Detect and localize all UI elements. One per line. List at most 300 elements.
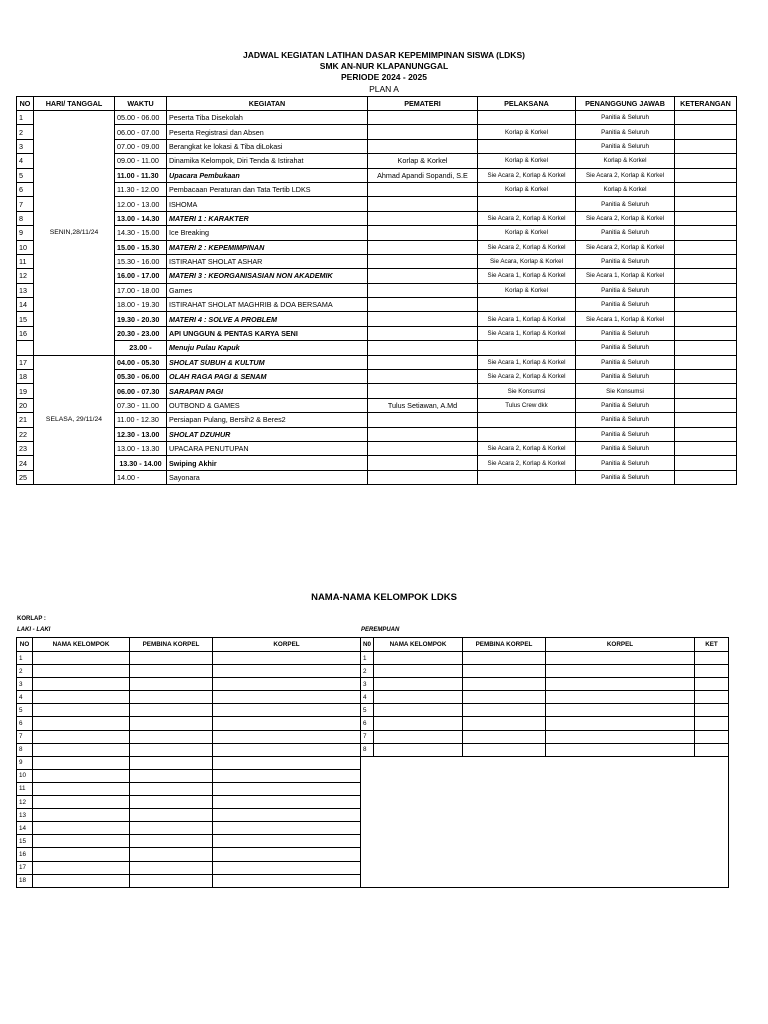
row-number: 17 [17,861,33,874]
executor-cell [478,341,576,355]
row-number: 8 [17,743,33,756]
schedule-row [17,298,737,312]
group-cell[interactable] [374,665,463,678]
col-header: NAMA KELOMPOK [374,638,463,652]
female-empty-area [361,756,729,887]
executor-cell: Sie Acara 2, Korlap & Korkel [478,211,576,225]
schedule-row [17,269,737,283]
responsible-cell: Sie Acara 1, Korlap & Korkel [576,312,675,326]
group-cell[interactable] [546,678,695,691]
group-cell[interactable] [463,704,546,717]
group-cell[interactable] [130,704,213,717]
activity-cell: MATERI 1 : KARAKTER [167,211,368,225]
time-cell: 14.30 - 15.00 [115,226,167,240]
remarks-cell [675,226,737,240]
male-group-row [17,665,361,678]
activity-cell: Persiapan Pulang, Bersih2 & Beres2 [167,413,368,427]
row-number: 17 [17,355,34,369]
group-cell[interactable] [463,665,546,678]
row-number: 10 [17,240,34,254]
speaker-cell [368,197,478,211]
remarks-cell [675,125,737,139]
activity-cell: MATERI 3 : KEORGANISASIAN NON AKADEMIK [167,269,368,283]
schedule-row [17,413,737,427]
group-cell[interactable] [33,730,130,743]
group-cell[interactable] [33,769,130,782]
male-group-row [17,691,361,704]
row-number: 5 [17,704,33,717]
time-cell: 04.00 - 05.30 [115,355,167,369]
schedule-row [17,283,737,297]
speaker-cell [368,370,478,384]
responsible-cell: Panitia & Seluruh [576,427,675,441]
executor-cell: Sie Acara 2, Korlap & Korkel [478,168,576,182]
group-cell[interactable] [33,743,130,756]
row-number: 14 [17,298,34,312]
executor-cell [478,470,576,484]
row-number: 12 [17,796,33,809]
group-cell[interactable] [374,743,463,756]
time-cell: 13.00 - 13.30 [115,441,167,455]
remarks-cell [675,326,737,340]
executor-cell: Sie Acara 1, Korlap & Korkel [478,326,576,340]
group-cell[interactable] [374,704,463,717]
group-cell[interactable] [695,717,729,730]
group-cell[interactable] [33,704,130,717]
col-header: KET [695,638,729,652]
activity-cell: Games [167,283,368,297]
remarks-cell [675,254,737,268]
time-cell: 15.30 - 16.00 [115,254,167,268]
group-cell[interactable] [33,691,130,704]
group-cell[interactable] [213,848,361,861]
speaker-cell: Ahmad Apandi Sopandi, S.E [368,168,478,182]
group-cell[interactable] [374,717,463,730]
row-number: 6 [17,717,33,730]
responsible-cell: Panitia & Seluruh [576,326,675,340]
activity-cell: SHOLAT DZUHUR [167,427,368,441]
group-cell[interactable] [695,652,729,665]
group-cell[interactable] [213,809,361,822]
group-cell[interactable] [546,691,695,704]
group-cell[interactable] [33,861,130,874]
group-cell[interactable] [374,678,463,691]
male-group-row [17,704,361,717]
group-cell[interactable] [213,822,361,835]
executor-cell: Sie Acara 1, Korlap & Korkel [478,355,576,369]
group-cell[interactable] [695,730,729,743]
row-number: 8 [17,211,34,225]
row-number: 15 [17,312,34,326]
group-cell[interactable] [546,743,695,756]
time-cell: 12.30 - 13.00 [115,427,167,441]
male-group-row [17,861,361,874]
speaker-cell [368,355,478,369]
remarks-cell [675,269,737,283]
speaker-cell [368,254,478,268]
executor-cell [478,139,576,153]
time-cell: 11.00 - 11.30 [115,168,167,182]
remarks-cell [675,182,737,196]
row-number: 3 [361,678,374,691]
group-cell[interactable] [130,822,213,835]
row-number: 9 [17,756,33,769]
responsible-cell: Panitia & Seluruh [576,413,675,427]
executor-cell [478,427,576,441]
remarks-cell [675,111,737,125]
group-cell[interactable] [695,704,729,717]
female-groups-table [360,637,729,888]
male-group-row [17,848,361,861]
activity-cell: Menuju Pulau Kapuk [167,341,368,355]
group-cell[interactable] [695,665,729,678]
group-cell[interactable] [546,652,695,665]
time-cell: 07.00 - 09.00 [115,139,167,153]
time-cell: 13.30 - 14.00 [115,456,167,470]
executor-cell: Sie Acara 1, Korlap & Korkel [478,269,576,283]
executor-cell: Korlap & Korkel [478,125,576,139]
korlap-label: KORLAP : [17,616,46,622]
group-cell[interactable] [213,782,361,795]
row-number: 16 [17,848,33,861]
responsible-cell: Panitia & Seluruh [576,226,675,240]
activity-cell: Dinamika Kelompok, Diri Tenda & Istirahat [167,154,368,168]
remarks-cell [675,139,737,153]
group-cell[interactable] [130,782,213,795]
male-group-row [17,730,361,743]
group-cell[interactable] [463,678,546,691]
col-header: PEMATERI [368,97,478,111]
schedule-header-row [17,97,737,111]
row-number: 13 [17,809,33,822]
speaker-cell [368,341,478,355]
col-header: PEMBINA KORPEL [463,638,546,652]
row-number: 16 [17,326,34,340]
responsible-cell: Sie Konsumsi [576,384,675,398]
group-cell[interactable] [374,730,463,743]
speaker-cell [368,456,478,470]
time-cell: 18.00 - 19.30 [115,298,167,312]
remarks-cell [675,168,737,182]
group-cell[interactable] [213,717,361,730]
speaker-cell: Korlap & Korkel [368,154,478,168]
row-number: 24 [17,456,34,470]
executor-cell: Sie Acara 2, Korlap & Korkel [478,441,576,455]
female-group-row [361,691,729,704]
time-cell: 13.00 - 14.30 [115,211,167,225]
group-cell[interactable] [546,704,695,717]
col-header: PEMBINA KORPEL [130,638,213,652]
row-number: 13 [17,283,34,297]
activity-cell: ISTIRAHAT SHOLAT MAGHRIB & DOA BERSAMA [167,298,368,312]
schedule-row [17,398,737,412]
male-group-row [17,743,361,756]
group-cell[interactable] [213,678,361,691]
responsible-cell: Panitia & Seluruh [576,283,675,297]
row-number: 6 [361,717,374,730]
speaker-cell [368,326,478,340]
group-cell[interactable] [33,809,130,822]
row-number: 4 [17,154,34,168]
group-cell[interactable] [130,730,213,743]
schedule-row [17,211,737,225]
group-cell[interactable] [33,652,130,665]
group-cell[interactable] [213,743,361,756]
row-number [17,341,34,355]
responsible-cell: Panitia & Seluruh [576,125,675,139]
plan-label: PLAN A [369,84,399,94]
speaker-cell [368,240,478,254]
group-cell[interactable] [463,743,546,756]
group-cell[interactable] [130,652,213,665]
schedule-row [17,355,737,369]
responsible-cell: Sie Acara 1, Korlap & Korkel [576,269,675,283]
activity-cell: MATERI 4 : SOLVE A PROBLEM [167,312,368,326]
responsible-cell: Panitia & Seluruh [576,341,675,355]
executor-cell: Sie Konsumsi [478,384,576,398]
col-header: NO [17,638,33,652]
row-number: 5 [361,704,374,717]
executor-cell: Korlap & Korkel [478,182,576,196]
schedule-row [17,240,737,254]
speaker-cell [368,211,478,225]
schedule-table [16,96,737,485]
group-cell[interactable] [130,691,213,704]
doc-title-line2: SMK AN-NUR KLAPANUNGGAL [319,61,449,71]
group-cell[interactable] [33,756,130,769]
group-cell[interactable] [695,678,729,691]
group-cell[interactable] [213,756,361,769]
group-cell[interactable] [695,691,729,704]
male-group-row [17,717,361,730]
remarks-cell [675,470,737,484]
col-header: KETERANGAN [675,97,737,111]
time-cell: 06.00 - 07.30 [115,384,167,398]
schedule-row [17,384,737,398]
group-cell[interactable] [213,874,361,887]
executor-cell: Korlap & Korkel [478,154,576,168]
remarks-cell [675,197,737,211]
female-label: PEREMPUAN [361,627,400,633]
group-cell[interactable] [213,730,361,743]
schedule-row [17,456,737,470]
group-cell[interactable] [130,861,213,874]
col-header: KORPEL [213,638,361,652]
responsible-cell: Panitia & Seluruh [576,298,675,312]
schedule-row [17,182,737,196]
activity-cell: OUTBOND & GAMES [167,398,368,412]
group-cell[interactable] [374,652,463,665]
schedule-row [17,111,737,125]
activity-cell: Peserta Registrasi dan Absen [167,125,368,139]
speaker-cell [368,269,478,283]
female-header-row [361,638,729,652]
remarks-cell [675,398,737,412]
male-group-row [17,835,361,848]
col-header: NO [17,97,34,111]
time-cell: 17.00 - 18.00 [115,283,167,297]
row-number: 6 [17,182,34,196]
group-cell[interactable] [213,652,361,665]
group-cell[interactable] [33,835,130,848]
remarks-cell [675,312,737,326]
activity-cell: Swiping Akhir [167,456,368,470]
activity-cell: UPACARA PENUTUPAN [167,441,368,455]
speaker-cell [368,413,478,427]
group-cell[interactable] [33,796,130,809]
row-number: 15 [17,835,33,848]
row-number: 5 [17,168,34,182]
row-number: 19 [17,384,34,398]
col-header: PENANGGUNG JAWAB [576,97,675,111]
responsible-cell: Panitia & Seluruh [576,355,675,369]
group-cell[interactable] [546,730,695,743]
executor-cell [478,111,576,125]
male-header-row [17,638,361,652]
group-cell[interactable] [463,652,546,665]
group-cell[interactable] [33,665,130,678]
responsible-cell: Korlap & Korkel [576,182,675,196]
time-cell: 11.00 - 12.30 [115,413,167,427]
responsible-cell: Panitia & Seluruh [576,398,675,412]
col-header: PELAKSANA [478,97,576,111]
activity-cell: SARAPAN PAGI [167,384,368,398]
col-header: WAKTU [115,97,167,111]
remarks-cell [675,370,737,384]
time-cell: 15.00 - 15.30 [115,240,167,254]
schedule-row [17,197,737,211]
time-cell: 11.30 - 12.00 [115,182,167,196]
speaker-cell [368,139,478,153]
group-cell[interactable] [33,874,130,887]
group-cell[interactable] [130,796,213,809]
row-number: 10 [17,769,33,782]
group-cell[interactable] [546,717,695,730]
doc-title-line3: PERIODE 2024 - 2025 [341,72,427,82]
day-date-cell: SENIN,28/11/24 [34,111,115,356]
row-number: 3 [17,139,34,153]
remarks-cell [675,384,737,398]
group-cell[interactable] [695,743,729,756]
group-cell[interactable] [130,848,213,861]
row-number: 1 [17,652,33,665]
schedule-row [17,326,737,340]
row-number: 9 [17,226,34,240]
executor-cell: Sie Acara 2, Korlap & Korkel [478,456,576,470]
col-header: KEGIATAN [167,97,368,111]
time-cell: 23.00 - [115,341,167,355]
time-cell: 09.00 - 11.00 [115,154,167,168]
group-cell[interactable] [130,874,213,887]
remarks-cell [675,427,737,441]
group-cell[interactable] [33,678,130,691]
row-number: 2 [17,125,34,139]
remarks-cell [675,211,737,225]
male-group-row [17,769,361,782]
group-cell[interactable] [213,769,361,782]
group-cell[interactable] [213,704,361,717]
schedule-row [17,125,737,139]
group-cell[interactable] [130,835,213,848]
executor-cell: Korlap & Korkel [478,226,576,240]
female-group-row [361,678,729,691]
executor-cell: Tulus Crew dkk [478,398,576,412]
responsible-cell: Panitia & Seluruh [576,197,675,211]
group-cell[interactable] [213,861,361,874]
schedule-row [17,139,737,153]
group-cell[interactable] [33,782,130,795]
schedule-row [17,312,737,326]
day-date-cell: SELASA, 29/11/24 [34,355,115,485]
row-number: 20 [17,398,34,412]
male-group-row [17,822,361,835]
speaker-cell [368,125,478,139]
group-cell[interactable] [130,665,213,678]
responsible-cell: Sie Acara 2, Korlap & Korkel [576,168,675,182]
remarks-cell [675,283,737,297]
responsible-cell: Sie Acara 2, Korlap & Korkel [576,211,675,225]
row-number: 2 [361,665,374,678]
responsible-cell: Panitia & Seluruh [576,470,675,484]
group-cell[interactable] [33,848,130,861]
executor-cell: Sie Acara 1, Korlap & Korkel [478,312,576,326]
female-group-row [361,743,729,756]
row-number: 7 [361,730,374,743]
group-cell[interactable] [213,665,361,678]
speaker-cell [368,470,478,484]
group-cell[interactable] [213,835,361,848]
schedule-row [17,470,737,484]
responsible-cell: Panitia & Seluruh [576,456,675,470]
activity-cell: Pembacaan Peraturan dan Tata Tertib LDKS [167,182,368,196]
time-cell: 19.30 - 20.30 [115,312,167,326]
remarks-cell [675,154,737,168]
group-cell[interactable] [213,691,361,704]
speaker-cell [368,111,478,125]
col-header: N0 [361,638,374,652]
group-cell[interactable] [130,678,213,691]
responsible-cell: Panitia & Seluruh [576,370,675,384]
group-cell[interactable] [463,691,546,704]
speaker-cell [368,182,478,196]
responsible-cell: Panitia & Seluruh [576,441,675,455]
group-cell[interactable] [130,809,213,822]
group-cell[interactable] [130,769,213,782]
group-cell[interactable] [130,743,213,756]
group-cell[interactable] [130,717,213,730]
group-cell[interactable] [463,730,546,743]
responsible-cell: Sie Acara 2, Korlap & Korkel [576,240,675,254]
group-cell[interactable] [463,717,546,730]
col-header: NAMA KELOMPOK [33,638,130,652]
time-cell: 05.00 - 06.00 [115,111,167,125]
row-number: 4 [17,691,33,704]
schedule-row [17,441,737,455]
row-number: 18 [17,370,34,384]
activity-cell: API UNGGUN & PENTAS KARYA SENI [167,326,368,340]
group-cell[interactable] [130,756,213,769]
group-cell[interactable] [374,691,463,704]
group-cell[interactable] [213,796,361,809]
female-group-row [361,652,729,665]
group-cell[interactable] [33,822,130,835]
remarks-cell [675,298,737,312]
group-cell[interactable] [546,665,695,678]
row-number: 14 [17,822,33,835]
row-number: 12 [17,269,34,283]
activity-cell: SHOLAT SUBUH & KULTUM [167,355,368,369]
group-cell[interactable] [33,717,130,730]
